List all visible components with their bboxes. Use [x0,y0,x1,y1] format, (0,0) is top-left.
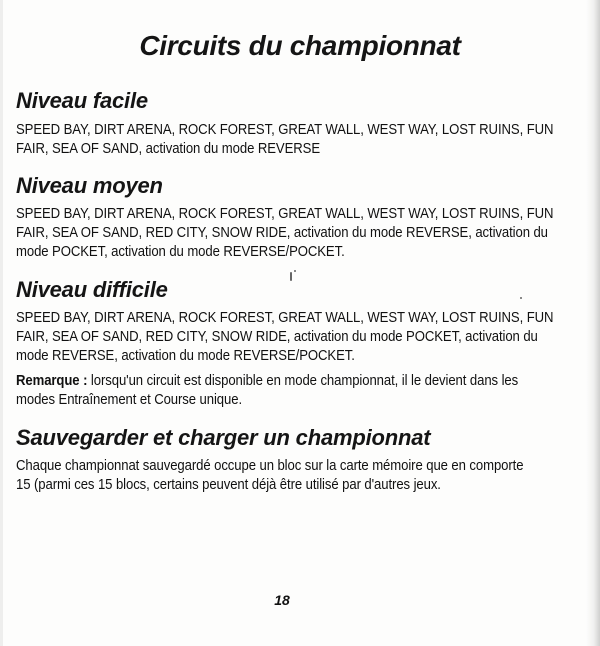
text-line: SPEED BAY, DIRT ARENA, ROCK FOREST, GREAT WALL, WEST WAY, LOST RUINS, FUN [16,122,554,138]
heading-sauvegarder: Sauvegarder et charger un championnat [16,425,431,450]
scan-speck [520,297,522,299]
page-number: 18 [274,592,290,608]
paragraph-niveau-difficile [16,309,554,366]
text-line: mode POCKET, activation du mode REVERSE/POCKET. [16,244,345,260]
note-line: modes Entraînement et Course unique. [16,392,243,408]
text-line: SPEED BAY, DIRT ARENA, ROCK FOREST, GREAT WALL, WEST WAY, LOST RUINS, FUN [16,310,554,326]
text-line: Chaque championnat sauvegardé occupe un bloc sur la carte mémoire que en comporte [16,458,524,474]
text-line: 15 (parmi ces 15 blocs, certains peuvent déjà être utilisé par d'autres jeux. [16,477,441,493]
text-line: FAIR, SEA OF SAND, RED CITY, SNOW RIDE, activation du mode REVERSE, activation du [16,225,548,241]
paragraph-niveau-moyen [16,205,554,262]
heading-niveau-facile: Niveau facile [16,88,148,113]
scan-speck [294,270,296,272]
page-right-edge-shadow [586,0,600,646]
note-text: lorsqu'un circuit est disponible en mode championnat, il le devient dans les [87,373,519,389]
text-line: SPEED BAY, DIRT ARENA, ROCK FOREST, GREAT WALL, WEST WAY, LOST RUINS, FUN [16,206,554,222]
scan-speck [290,272,292,281]
text-line: mode REVERSE, activation du mode REVERSE/POCKET. [16,348,355,364]
text-line: FAIR, SEA OF SAND, RED CITY, SNOW RIDE, activation du mode POCKET, activation du [16,329,538,345]
note-label: Remarque : [16,373,88,389]
paragraph-niveau-facile [16,121,554,159]
heading-niveau-difficile: Niveau difficile [16,277,168,302]
note-paragraph [16,372,519,410]
paragraph-sauvegarder [16,457,524,495]
page-left-edge [0,0,3,646]
note-line [16,372,563,391]
text-line: FAIR, SEA OF SAND, activation du mode REVERSE [16,141,321,157]
page-title: Circuits du championnat [139,30,461,61]
heading-niveau-moyen: Niveau moyen [16,173,163,198]
